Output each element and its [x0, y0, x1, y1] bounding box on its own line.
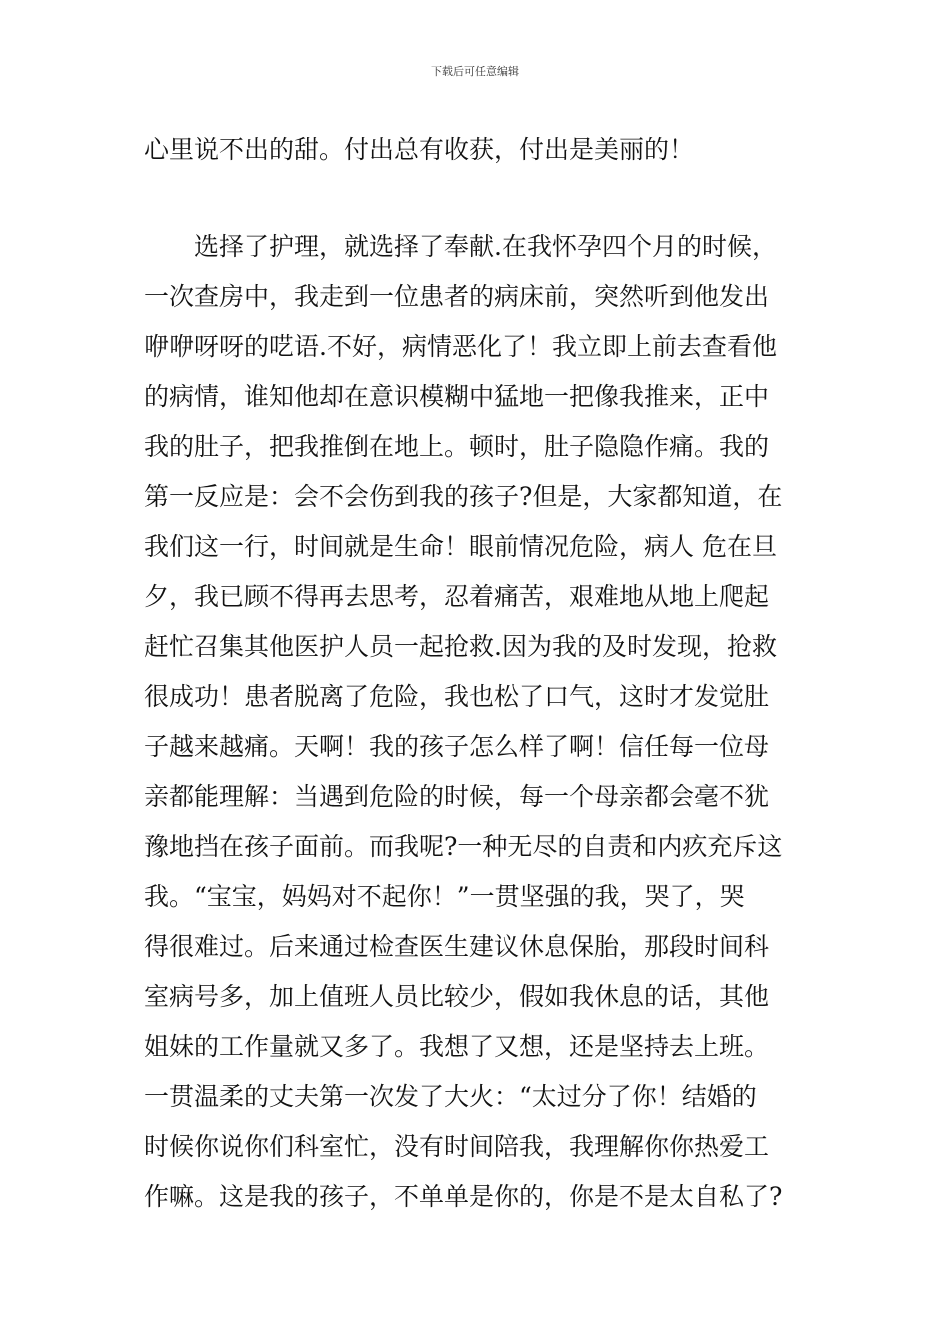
paragraph-line: 作嘛。这是我的孩子，不单单是你的，你是不是太自私了?: [144, 1182, 783, 1211]
paragraph-line: 一次查房中，我走到一位患者的病床前，突然听到他发出: [144, 282, 770, 311]
paragraph-line: 我。“宝宝，妈妈对不起你！”一贯坚强的我，哭了，哭: [144, 882, 745, 911]
paragraph-line: 得很难过。后来通过检查医生建议休息保胎，那段时间科: [144, 932, 770, 961]
paragraph-line: 第一反应是：会不会伤到我的孩子?但是，大家都知道，在: [144, 482, 783, 511]
paragraph-2: [144, 222, 814, 1222]
paragraph-line: 的病情，谁知他却在意识模糊中猛地一把像我推来，正中: [144, 382, 770, 411]
paragraph-line: 心里说不出的甜。付出总有收获，付出是美丽的！: [144, 135, 695, 164]
paragraph-line: 一贯温柔的丈夫第一次发了大火：“太过分了你！结婚的: [144, 1082, 757, 1111]
paragraph-line: 我的肚子，把我推倒在地上。顿时，肚子隐隐作痛。我的: [144, 432, 770, 461]
paragraph-line: 姐妹的工作量就又多了。我想了又想，还是坚持去上班。: [144, 1032, 770, 1061]
paragraph-line: 很成功！患者脱离了危险，我也松了口气，这时才发觉肚: [144, 682, 770, 711]
paragraph-line: 我们这一行，时间就是生命！眼前情况危险，病人 危在旦: [144, 532, 777, 561]
page-header-note: 下载后可任意编辑: [431, 65, 519, 78]
paragraph-line: 赶忙召集其他医护人员一起抢救.因为我的及时发现，抢救: [144, 632, 777, 661]
paragraph-line: 豫地挡在孩子面前。而我呢?一种无尽的自责和内疚充斥这: [144, 832, 783, 861]
paragraph-line: 亲都能理解：当遇到危险的时候，每一个母亲都会毫不犹: [144, 782, 770, 811]
paragraph-line: 室病号多，加上值班人员比较少，假如我休息的话，其他: [144, 982, 770, 1011]
paragraph-line: 时候你说你们科室忙，没有时间陪我，我理解你你热爱工: [144, 1132, 770, 1161]
paragraph-1: [144, 125, 814, 175]
paragraph-line: 夕，我已顾不得再去思考，忍着痛苦，艰难地从地上爬起: [144, 582, 770, 611]
paragraph-line: 咿咿呀呀的呓语.不好，病情恶化了！我立即上前去查看他: [144, 332, 777, 361]
paragraph-line: 选择了护理，就选择了奉献.在我怀孕四个月的时候，: [194, 232, 777, 261]
paragraph-line: 子越来越痛。天啊！我的孩子怎么样了啊！信任每一位母: [144, 732, 770, 761]
